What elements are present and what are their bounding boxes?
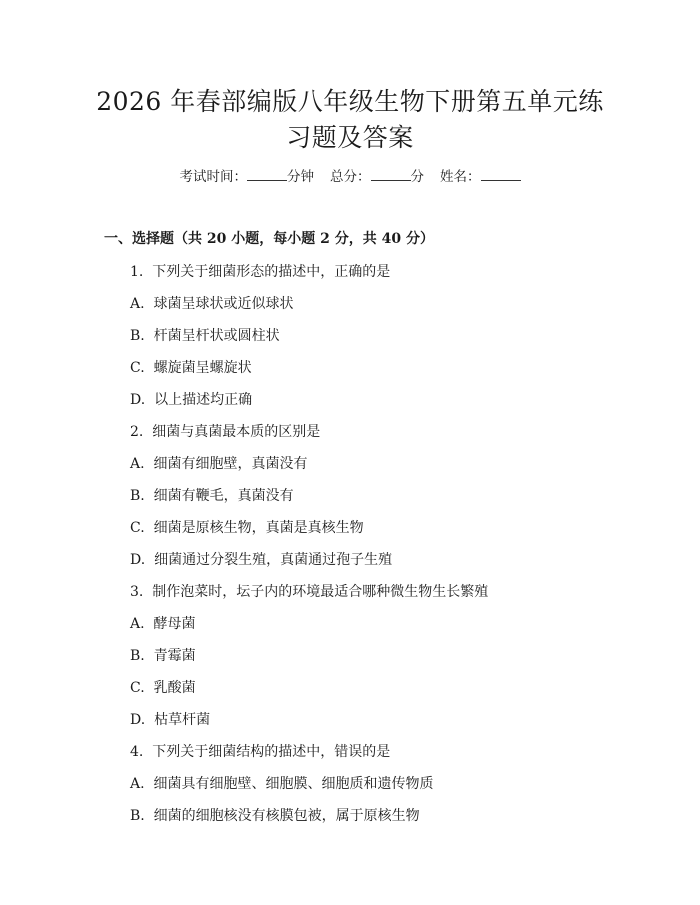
exam-name-label: 姓名： bbox=[440, 169, 481, 185]
option-3a: A. 酵母菌 bbox=[130, 616, 196, 632]
option-3c: C. 乳酸菌 bbox=[130, 680, 196, 696]
question-3: 3. 制作泡菜时，坛子内的环境最适合哪种微生物生长繁殖 bbox=[130, 584, 489, 600]
exam-name-blank bbox=[481, 168, 521, 181]
exam-time-label: 考试时间： bbox=[179, 169, 247, 185]
option-3d: D. 枯草杆菌 bbox=[130, 712, 211, 728]
exam-score-label: 总分： bbox=[330, 169, 371, 185]
exam-time-blank bbox=[247, 168, 287, 181]
option-4a: A. 细菌具有细胞壁、细胞膜、细胞质和遗传物质 bbox=[130, 776, 434, 792]
question-4: 4. 下列关于细菌结构的描述中，错误的是 bbox=[130, 744, 391, 760]
section-heading-choice: 一、选择题（共 20 小题，每小题 2 分，共 40 分） bbox=[104, 231, 434, 247]
option-1c: C. 螺旋菌呈螺旋状 bbox=[130, 360, 252, 376]
option-2c: C. 细菌是原核生物，真菌是真核生物 bbox=[130, 520, 364, 536]
page-title-line-1: 2026 年春部编版八年级生物下册第五单元练 bbox=[96, 87, 604, 116]
exam-name bbox=[440, 169, 521, 185]
option-3b: B. 青霉菌 bbox=[130, 648, 196, 664]
exam-time bbox=[180, 169, 315, 185]
exam-time-unit: 分钟 bbox=[287, 169, 314, 185]
question-1: 1. 下列关于细菌形态的描述中，正确的是 bbox=[130, 264, 391, 280]
option-4b: B. 细菌的细胞核没有核膜包被，属于原核生物 bbox=[130, 808, 420, 824]
option-2d: D. 细菌通过分裂生殖，真菌通过孢子生殖 bbox=[130, 552, 393, 568]
option-1b: B. 杆菌呈杆状或圆柱状 bbox=[130, 328, 280, 344]
page-title-line-2: 习题及答案 bbox=[286, 123, 414, 152]
exam-info bbox=[0, 167, 700, 187]
exam-score-unit: 分 bbox=[410, 169, 424, 185]
option-1d: D. 以上描述均正确 bbox=[130, 392, 253, 408]
option-1a: A. 球菌呈球状或近似球状 bbox=[130, 296, 294, 312]
option-2a: A. 细菌有细胞壁，真菌没有 bbox=[130, 456, 308, 472]
option-2b: B. 细菌有鞭毛，真菌没有 bbox=[130, 488, 294, 504]
question-2: 2. 细菌与真菌最本质的区别是 bbox=[130, 424, 321, 440]
exam-score-blank bbox=[371, 168, 411, 181]
exam-score bbox=[330, 169, 424, 185]
